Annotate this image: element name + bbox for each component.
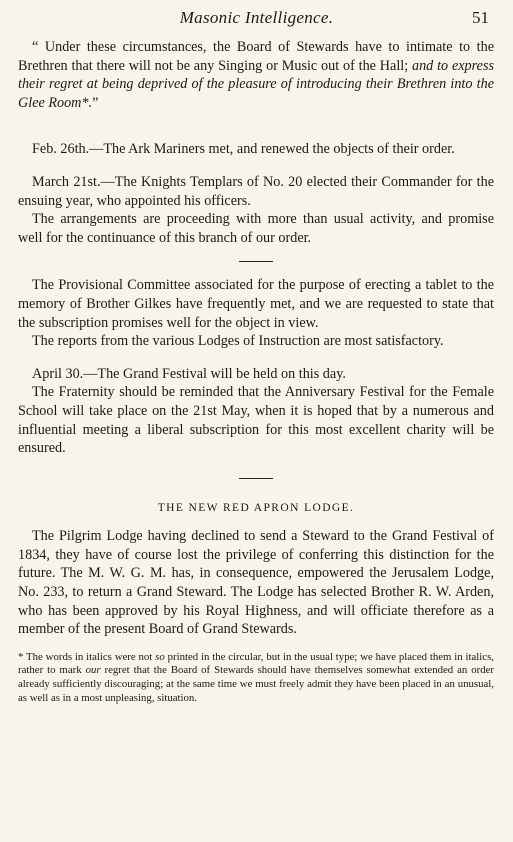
quote-text: “ Under these circumstances, the Board of Stewards have to intimate to the Brethren that there will not be any Singing or Music out of the Hall; — [18, 39, 494, 74]
lodges-reports-paragraph: The reports from the various Lodges of Instruction are most satisfactory. — [32, 333, 444, 350]
page-body — [18, 38, 494, 705]
grand-festival-paragraph: April 30.—The Grand Festival will be held on this day. — [32, 365, 346, 382]
page-header — [0, 8, 513, 32]
footnote-text: printed in the circular, but in the usual type; we have placed them in italics, rather to mark — [18, 650, 494, 677]
page-number: 51 — [472, 8, 489, 27]
ark-mariners-paragraph: Feb. 26th.—The Ark Mariners met, and renewed the objects of their order. — [32, 141, 455, 158]
arrangements-paragraph: The arrangements are proceeding with more than usual activity, and promise well for the continuance of this branch of our order. — [18, 211, 494, 246]
footnote-italic-word: so — [155, 650, 165, 663]
footnote-text: regret that the Board of Stewards should have themselves somewhat extended an order already sufficiently discouraging; at the same time we must freely admit they have been placed in an unusual, as well as in a most unpleasing, situation. — [18, 664, 495, 704]
section-divider — [239, 478, 273, 479]
pilgrim-lodge-paragraph: The Pilgrim Lodge having declined to send a Steward to the Grand Festival of 1834, they have of course lost the privilege of conferring this distinction for the future. The M. W. G. M. has, in consequence, empowered the Jerusalem Lodge, No. 233, to return a Grand Steward. The Lodge has selected Brother R. W. Arden, who has been approved by his Royal Highness, and will officiate therefore as a member of the present Board of Grand Stewards. — [18, 528, 494, 638]
female-school-paragraph: The Fraternity should be reminded that the Anniversary Festival for the Female School will take place on the 21st May, when it is hoped that by a numerous and influential meeting a liberal subscription for this most excellent charity will be ensured. — [18, 384, 494, 457]
circular-quote-paragraph — [18, 38, 494, 112]
quote-close: ” — [92, 94, 99, 111]
footnote-text: * The words in italics were not — [18, 650, 153, 663]
knights-templars-paragraph: March 21st.—The Knights Templars of No. 20 elected their Commander for the ensuing year, who appointed his officers. — [18, 173, 494, 209]
provisional-committee-paragraph: The Provisional Committee associated for the purpose of erecting a tablet to the memory of Brother Gilkes have frequently met, and we are requested to state that the subscription promises well for the object in view. — [18, 277, 494, 331]
footnote — [18, 651, 494, 705]
running-title: Masonic Intelligence. — [179, 8, 334, 27]
section-divider — [239, 261, 273, 262]
footnote-italic-word: our — [85, 664, 101, 677]
section-heading: THE NEW RED APRON LODGE. — [157, 501, 355, 514]
quote-italic-text: and to express their regret at being deprived of the pleasure of introducing their Brethren into the Glee Room*. — [18, 57, 494, 111]
